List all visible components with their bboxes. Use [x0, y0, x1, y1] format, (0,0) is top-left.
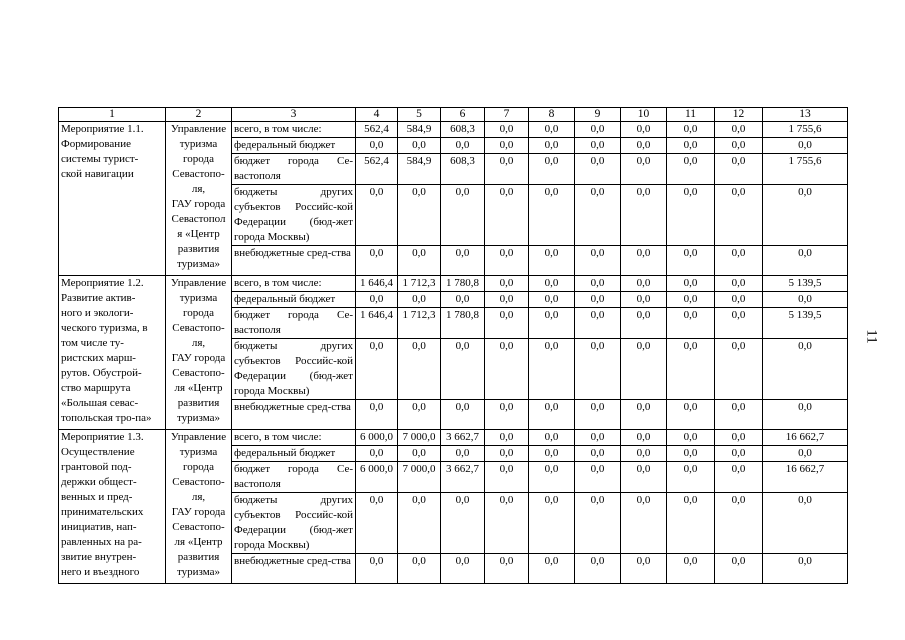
value-cell: 0,0 [575, 462, 621, 493]
value-cell: 0,0 [715, 462, 763, 493]
executor-line: Севастопо- [172, 168, 225, 180]
value-cell: 0,0 [529, 339, 575, 400]
measure-line: ство маршрута [61, 382, 131, 394]
executor-line: ГАУ города [171, 198, 226, 210]
value-cell: 0,0 [667, 122, 715, 138]
value-cell: 0,0 [621, 430, 667, 446]
measure-line: Развитие актив- [61, 292, 136, 304]
value-cell: 0,0 [715, 292, 763, 308]
measure-line: Мероприятие 1.2. [61, 277, 144, 289]
value-cell: 0,0 [485, 400, 529, 430]
value-cell: 0,0 [575, 246, 621, 276]
value-cell: 1 755,6 [763, 122, 848, 138]
value-cell: 0,0 [715, 400, 763, 430]
value-cell: 0,0 [667, 462, 715, 493]
header-cell: 7 [485, 108, 529, 122]
value-cell: 0,0 [575, 154, 621, 185]
value-cell: 0,0 [621, 185, 667, 246]
executor-line: Севастопо- [172, 476, 225, 488]
value-cell: 0,0 [621, 246, 667, 276]
value-cell: 0,0 [763, 493, 848, 554]
value-cell: 0,0 [356, 292, 398, 308]
executor-line: ля, [191, 183, 206, 195]
value-cell: 0,0 [529, 430, 575, 446]
value-cell: 0,0 [667, 185, 715, 246]
value-cell: 0,0 [529, 554, 575, 584]
value-cell: 0,0 [529, 276, 575, 292]
value-cell: 0,0 [715, 554, 763, 584]
value-cell: 562,4 [356, 154, 398, 185]
executor-line: Управление [170, 123, 227, 135]
executor-line: развития [177, 551, 220, 563]
value-cell: 0,0 [621, 400, 667, 430]
value-cell: 0,0 [575, 554, 621, 584]
value-cell: 0,0 [356, 246, 398, 276]
executor-line: туризма» [176, 566, 220, 578]
value-cell: 0,0 [621, 122, 667, 138]
table-body [59, 108, 848, 584]
header-cell: 12 [715, 108, 763, 122]
value-cell: 0,0 [667, 276, 715, 292]
value-cell: 0,0 [398, 400, 441, 430]
value-cell: 0,0 [575, 276, 621, 292]
value-cell: 0,0 [575, 446, 621, 462]
value-cell: 6 000,0 [356, 430, 398, 446]
value-cell: 0,0 [529, 122, 575, 138]
executor-line: ГАУ города [171, 506, 226, 518]
executor-cell [166, 122, 232, 276]
value-cell: 0,0 [715, 339, 763, 400]
value-cell: 0,0 [485, 430, 529, 446]
measure-line: Осуществление [61, 446, 135, 458]
measure-line: Мероприятие 1.1. [61, 123, 144, 135]
value-cell: 0,0 [441, 246, 485, 276]
header-cell: 8 [529, 108, 575, 122]
value-cell: 0,0 [529, 462, 575, 493]
value-cell: 608,3 [441, 122, 485, 138]
funding-source-cell: бюджеты других субъектов Российс-кой Федерации (бюд-жет города Москвы) [232, 185, 356, 246]
value-cell: 0,0 [398, 554, 441, 584]
value-cell: 1 780,8 [441, 276, 485, 292]
value-cell: 0,0 [485, 122, 529, 138]
value-cell: 0,0 [485, 308, 529, 339]
funding-source-cell: всего, в том числе: [232, 276, 356, 292]
value-cell: 0,0 [441, 185, 485, 246]
value-cell: 5 139,5 [763, 276, 848, 292]
funding-source-cell: бюджет города Се-вастополя [232, 308, 356, 339]
measure-line: держки общест- [61, 476, 137, 488]
value-cell: 0,0 [529, 185, 575, 246]
value-cell: 0,0 [441, 554, 485, 584]
value-cell: 0,0 [621, 339, 667, 400]
header-cell: 13 [763, 108, 848, 122]
value-cell: 608,3 [441, 154, 485, 185]
value-cell: 0,0 [485, 154, 529, 185]
measure-cell [59, 276, 166, 430]
measure-line: системы турист- [61, 153, 139, 165]
executor-line: Управление [170, 431, 227, 443]
executor-line: ля «Центр [174, 382, 223, 394]
value-cell: 0,0 [356, 339, 398, 400]
executor-line: Севастопо- [172, 322, 225, 334]
table-row [59, 276, 848, 292]
value-cell: 0,0 [485, 462, 529, 493]
value-cell: 0,0 [398, 493, 441, 554]
header-cell: 2 [166, 108, 232, 122]
executor-line: развития [177, 397, 220, 409]
value-cell: 0,0 [575, 185, 621, 246]
measure-line: Формирование [61, 138, 131, 150]
value-cell: 0,0 [398, 246, 441, 276]
executor-line: Севастопол [171, 213, 226, 225]
value-cell: 16 662,7 [763, 462, 848, 493]
value-cell: 0,0 [667, 339, 715, 400]
funding-source-cell: бюджеты других субъектов Российс-кой Федерации (бюд-жет города Москвы) [232, 493, 356, 554]
value-cell: 0,0 [667, 154, 715, 185]
executor-line: города [183, 307, 214, 319]
executor-line: ля, [191, 337, 206, 349]
value-cell: 0,0 [763, 292, 848, 308]
measure-line: ристских марш- [61, 352, 136, 364]
value-cell: 0,0 [575, 292, 621, 308]
header-cell: 9 [575, 108, 621, 122]
measure-line: «Большая севас- [61, 397, 139, 409]
measure-line: том числе ту- [61, 337, 124, 349]
executor-line: туризма [179, 446, 218, 458]
funding-source-cell: бюджет города Се-вастополя [232, 462, 356, 493]
value-cell: 0,0 [621, 446, 667, 462]
executor-cell [166, 276, 232, 430]
value-cell: 0,0 [715, 246, 763, 276]
value-cell: 1 646,4 [356, 276, 398, 292]
value-cell: 0,0 [441, 493, 485, 554]
header-cell: 1 [59, 108, 166, 122]
value-cell: 0,0 [485, 292, 529, 308]
value-cell: 0,0 [529, 292, 575, 308]
value-cell: 584,9 [398, 154, 441, 185]
funding-source-cell: бюджеты других субъектов Российс-кой Федерации (бюд-жет города Москвы) [232, 339, 356, 400]
page-number: 11 [863, 329, 880, 344]
value-cell: 0,0 [621, 138, 667, 154]
funding-source-cell: федеральный бюджет [232, 446, 356, 462]
value-cell: 0,0 [485, 138, 529, 154]
value-cell: 1 712,3 [398, 276, 441, 292]
value-cell: 0,0 [715, 138, 763, 154]
value-cell: 0,0 [485, 493, 529, 554]
executor-line: Севастопо- [172, 367, 225, 379]
value-cell: 0,0 [667, 430, 715, 446]
value-cell: 0,0 [667, 493, 715, 554]
value-cell: 0,0 [667, 554, 715, 584]
value-cell: 0,0 [398, 138, 441, 154]
value-cell: 0,0 [398, 292, 441, 308]
value-cell: 0,0 [575, 400, 621, 430]
measure-line: грантовой под- [61, 461, 132, 473]
value-cell: 0,0 [485, 554, 529, 584]
executor-line: развития [177, 243, 220, 255]
header-cell: 5 [398, 108, 441, 122]
value-cell: 0,0 [715, 308, 763, 339]
executor-line: города [183, 461, 214, 473]
value-cell: 0,0 [621, 462, 667, 493]
value-cell: 5 139,5 [763, 308, 848, 339]
budget-table [58, 107, 848, 584]
value-cell: 0,0 [356, 138, 398, 154]
value-cell: 3 662,7 [441, 430, 485, 446]
executor-line: Севастопо- [172, 521, 225, 533]
executor-line: города [183, 153, 214, 165]
measure-line: Мероприятие 1.3. [61, 431, 144, 443]
value-cell: 0,0 [621, 154, 667, 185]
measure-line: ской навигации [61, 168, 134, 180]
measure-cell [59, 122, 166, 276]
value-cell: 0,0 [667, 292, 715, 308]
funding-source-cell: всего, в том числе: [232, 430, 356, 446]
value-cell: 0,0 [667, 138, 715, 154]
value-cell: 0,0 [485, 185, 529, 246]
value-cell: 0,0 [485, 246, 529, 276]
value-cell: 1 646,4 [356, 308, 398, 339]
measure-cell [59, 430, 166, 584]
value-cell: 0,0 [529, 493, 575, 554]
value-cell: 0,0 [356, 493, 398, 554]
header-cell: 6 [441, 108, 485, 122]
header-cell: 10 [621, 108, 667, 122]
value-cell: 0,0 [575, 493, 621, 554]
measure-line: ного и экологи- [61, 307, 134, 319]
value-cell: 0,0 [441, 339, 485, 400]
value-cell: 0,0 [621, 493, 667, 554]
header-cell: 4 [356, 108, 398, 122]
value-cell: 0,0 [715, 493, 763, 554]
header-cell: 3 [232, 108, 356, 122]
value-cell: 584,9 [398, 122, 441, 138]
value-cell: 0,0 [763, 446, 848, 462]
funding-source-cell: внебюджетные сред-ства [232, 554, 356, 584]
table-row [59, 122, 848, 138]
value-cell: 0,0 [763, 339, 848, 400]
measure-line: инициатив, нап- [61, 521, 137, 533]
value-cell: 0,0 [529, 400, 575, 430]
funding-source-cell: всего, в том числе: [232, 122, 356, 138]
value-cell: 0,0 [763, 400, 848, 430]
value-cell: 0,0 [763, 138, 848, 154]
executor-line: туризма [179, 138, 218, 150]
measure-line: венных и пред- [61, 491, 133, 503]
value-cell: 0,0 [529, 308, 575, 339]
funding-source-cell: внебюджетные сред-ства [232, 246, 356, 276]
funding-source-cell: федеральный бюджет [232, 292, 356, 308]
measure-line: него и въездного [61, 566, 140, 578]
value-cell: 7 000,0 [398, 462, 441, 493]
measure-line: принимательских [61, 506, 144, 518]
value-cell: 0,0 [763, 185, 848, 246]
value-cell: 0,0 [667, 308, 715, 339]
value-cell: 0,0 [529, 154, 575, 185]
value-cell: 0,0 [485, 446, 529, 462]
header-cell: 11 [667, 108, 715, 122]
value-cell: 0,0 [356, 446, 398, 462]
value-cell: 0,0 [715, 430, 763, 446]
measure-line: топольская тро-па» [61, 412, 152, 424]
value-cell: 0,0 [575, 308, 621, 339]
executor-line: туризма» [176, 258, 220, 270]
value-cell: 0,0 [441, 446, 485, 462]
value-cell: 0,0 [356, 554, 398, 584]
value-cell: 0,0 [575, 122, 621, 138]
value-cell: 0,0 [621, 308, 667, 339]
value-cell: 562,4 [356, 122, 398, 138]
value-cell: 0,0 [529, 246, 575, 276]
value-cell: 0,0 [715, 122, 763, 138]
funding-source-cell: федеральный бюджет [232, 138, 356, 154]
value-cell: 0,0 [356, 400, 398, 430]
measure-line: звитие внутрен- [61, 551, 137, 563]
value-cell: 0,0 [667, 446, 715, 462]
value-cell: 0,0 [441, 292, 485, 308]
executor-line: ГАУ города [171, 352, 226, 364]
value-cell: 0,0 [441, 400, 485, 430]
funding-source-cell: внебюджетные сред-ства [232, 400, 356, 430]
value-cell: 0,0 [398, 446, 441, 462]
value-cell: 3 662,7 [441, 462, 485, 493]
measure-line: ческого туризма, в [61, 322, 148, 334]
value-cell: 0,0 [398, 185, 441, 246]
executor-line: туризма» [176, 412, 220, 424]
value-cell: 0,0 [575, 339, 621, 400]
executor-line: ля, [191, 491, 206, 503]
value-cell: 0,0 [715, 276, 763, 292]
header-row [59, 108, 848, 122]
table-row [59, 430, 848, 446]
measure-line: равленных на ра- [61, 536, 142, 548]
value-cell: 0,0 [763, 246, 848, 276]
executor-line: туризма [179, 292, 218, 304]
value-cell: 0,0 [715, 446, 763, 462]
value-cell: 0,0 [398, 339, 441, 400]
funding-source-cell: бюджет города Се-вастополя [232, 154, 356, 185]
executor-line: ля «Центр [174, 536, 223, 548]
measure-line: рутов. Обустрой- [61, 367, 142, 379]
value-cell: 0,0 [529, 446, 575, 462]
executor-cell [166, 430, 232, 584]
value-cell: 0,0 [715, 185, 763, 246]
value-cell: 1 712,3 [398, 308, 441, 339]
value-cell: 0,0 [441, 138, 485, 154]
value-cell: 0,0 [667, 246, 715, 276]
value-cell: 0,0 [529, 138, 575, 154]
value-cell: 0,0 [575, 138, 621, 154]
value-cell: 0,0 [763, 554, 848, 584]
value-cell: 0,0 [575, 430, 621, 446]
executor-line: я «Центр [177, 228, 220, 240]
value-cell: 0,0 [621, 276, 667, 292]
value-cell: 0,0 [485, 276, 529, 292]
value-cell: 0,0 [621, 292, 667, 308]
executor-line: Управление [170, 277, 227, 289]
value-cell: 0,0 [485, 339, 529, 400]
value-cell: 1 780,8 [441, 308, 485, 339]
value-cell: 6 000,0 [356, 462, 398, 493]
value-cell: 0,0 [621, 554, 667, 584]
value-cell: 0,0 [715, 154, 763, 185]
value-cell: 7 000,0 [398, 430, 441, 446]
value-cell: 16 662,7 [763, 430, 848, 446]
value-cell: 0,0 [667, 400, 715, 430]
value-cell: 0,0 [356, 185, 398, 246]
value-cell: 1 755,6 [763, 154, 848, 185]
